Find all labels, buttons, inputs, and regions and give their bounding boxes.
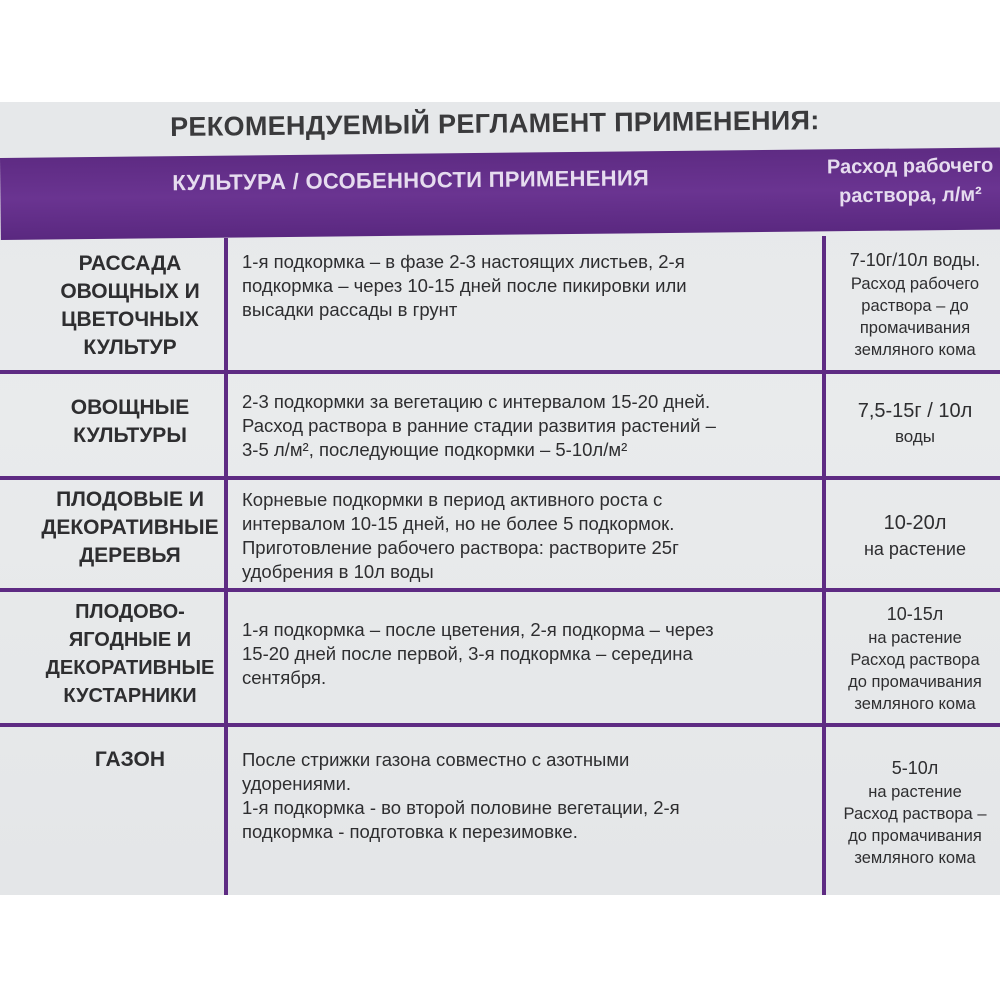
row4-culture: ПЛОДОВО-ЯГОДНЫЕ И ДЕКОРАТИВНЫЕ КУСТАРНИКИ: [45, 601, 215, 707]
row2-rate: [830, 398, 1000, 450]
row2-instructions-line: 3-5 л/м², последующие подкормки – 5-10л/м²: [242, 439, 628, 460]
row3-rate: [830, 510, 1000, 562]
row5-instructions-line: После стрижки газона совместно с азотными: [242, 749, 630, 770]
row1-instructions-line: 1-я подкормка – в фазе 2-3 настоящих листьев, 2-я: [242, 251, 685, 272]
row4-rate-line: на растение: [868, 629, 962, 647]
grid-line-vertical-2: [822, 236, 826, 895]
row5-instructions-line: подкормка - подготовка к перезимовке.: [242, 821, 578, 842]
row3-rate-line: на растение: [863, 539, 967, 559]
row4-instructions-line: 1-я подкормка – после цветения, 2-я подкорма – через: [242, 619, 714, 640]
row5-rate-line: на растение: [868, 783, 962, 801]
row1-instructions: [242, 250, 822, 322]
header-rate-line1: Расход рабочего: [826, 154, 994, 179]
row1-rate-line: Расход рабочего: [850, 275, 980, 293]
row4-rate-line: земляного кома: [854, 695, 976, 713]
row3-instructions-line: Приготовление рабочего раствора: растворите 25г: [242, 537, 679, 558]
row3-instructions-line: Корневые подкормки в период активного роста с: [242, 489, 663, 510]
row3-instructions: [242, 488, 822, 584]
header-rate: [820, 152, 1000, 212]
row5-culture: ГАЗОН: [94, 748, 166, 771]
row1-rate-line: промачивания: [859, 319, 971, 337]
grid-line-horizontal-4: [0, 723, 1000, 727]
grid-line-horizontal-2: [0, 476, 1000, 480]
row1-instructions-line: подкормка – через 10-15 дней после пикировки или: [242, 275, 687, 296]
row3-instructions-line: удобрения в 10л воды: [242, 561, 434, 582]
row5-rate-line: до промачивания: [848, 827, 982, 845]
table-header: [0, 148, 1000, 240]
grid-line-vertical-1: [224, 238, 228, 895]
row4-rate-line: до промачивания: [848, 673, 982, 691]
row4-instructions: [242, 618, 822, 690]
row4-rate-main: 10-15л: [886, 604, 944, 624]
row2-rate-main: 7,5-15г / 10л: [857, 400, 973, 422]
row1-culture: РАССАДА ОВОЩНЫХ И ЦВЕТОЧНЫХ КУЛЬТУР: [60, 252, 200, 359]
row4-instructions-line: сентября.: [242, 667, 327, 688]
row1-rate-line: раствора – до: [861, 297, 969, 315]
row1-rate-main: 7-10г/10л воды.: [849, 250, 981, 270]
row4-rate: [830, 602, 1000, 715]
row2-culture: ОВОЩНЫЕ КУЛЬТУРЫ: [70, 396, 190, 447]
page-title: РЕКОМЕНДУЕМЫЙ РЕГЛАМЕНТ ПРИМЕНЕНИЯ:: [170, 105, 820, 142]
row2-instructions-line: 2-3 подкормки за вегетацию с интервалом 15-20 дней.: [242, 391, 711, 412]
row1-instructions-line: высадки рассады в грунт: [242, 299, 458, 320]
row4-instructions-line: 15-20 дней после первой, 3-я подкормка – середина: [242, 643, 693, 664]
row5-instructions-line: удорениями.: [242, 773, 352, 794]
row1-rate-line: земляного кома: [854, 341, 976, 359]
header-rate-line2: раствора, л/м²: [838, 183, 982, 208]
row2-instructions: [242, 390, 822, 462]
row5-rate: [830, 756, 1000, 869]
row5-instructions: [242, 748, 822, 844]
row5-instructions-line: 1-я подкормка - во второй половине вегетации, 2-я: [242, 797, 680, 818]
row2-rate-line: воды: [894, 427, 936, 446]
row5-rate-line: Расход раствора –: [843, 805, 987, 823]
product-label: [0, 102, 1000, 895]
row3-culture: ПЛОДОВЫЕ И ДЕКОРАТИВНЫЕ ДЕРЕВЬЯ: [41, 488, 219, 567]
row5-rate-main: 5-10л: [891, 758, 939, 778]
grid-line-horizontal-3: [0, 588, 1000, 592]
row5-rate-line: земляного кома: [854, 849, 976, 867]
row3-instructions-line: интервалом 10-15 дней, но не более 5 подкормок.: [242, 513, 675, 534]
row2-instructions-line: Расход раствора в ранние стадии развития растений –: [242, 415, 716, 436]
header-culture: КУЛЬТУРА / ОСОБЕННОСТИ ПРИМЕНЕНИЯ: [172, 165, 650, 196]
row1-rate: [830, 248, 1000, 361]
row3-rate-main: 10-20л: [883, 512, 947, 534]
grid-line-horizontal-1: [0, 370, 1000, 374]
row4-rate-line: Расход раствора: [850, 651, 980, 669]
